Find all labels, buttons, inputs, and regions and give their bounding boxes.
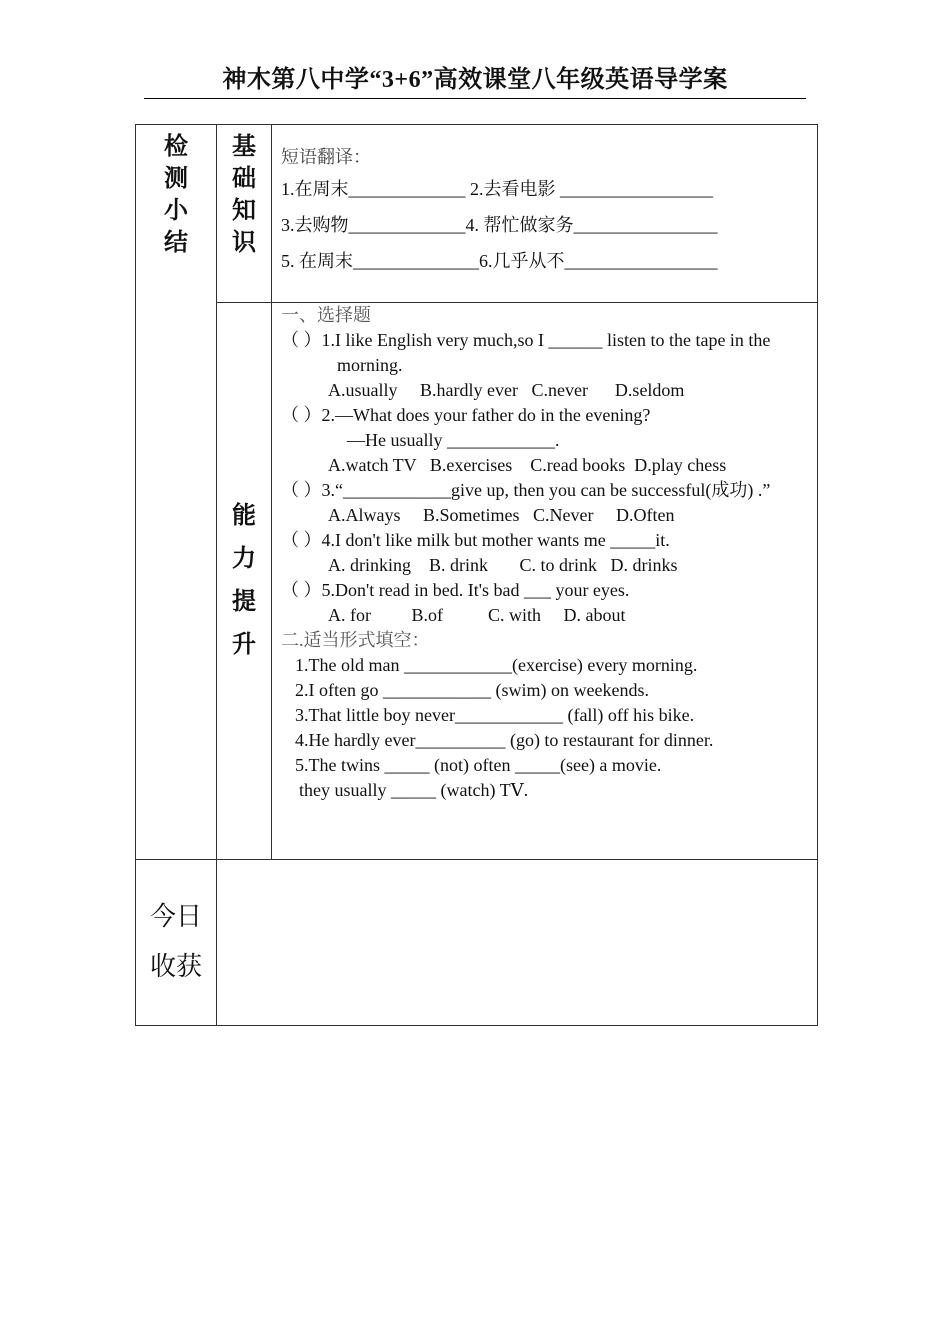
harvest-label-line: 收获	[149, 952, 202, 981]
phrase-line: 3.去购物_____________4. 帮忙做家务________________	[281, 215, 718, 235]
basic-label-cell	[217, 125, 272, 303]
part1-title: 一、选择题	[281, 305, 371, 325]
basic-content	[272, 125, 817, 279]
fill-item: 4.He hardly ever__________ (go) to restaurant for dinner.	[295, 730, 714, 750]
basic-label-char: 识	[232, 230, 256, 256]
question-1: （ ）1.I like English very much,so I ______ listen to the tape in the	[281, 330, 771, 350]
section-label	[136, 125, 216, 259]
question-1-continuation: morning.	[337, 355, 403, 375]
ability-label-cell	[217, 303, 272, 860]
ability-label-char: 力	[232, 546, 256, 572]
harvest-row	[136, 860, 818, 1026]
harvest-label-line: 今日	[149, 902, 202, 931]
question-4: （ ）4.I don't like milk but mother wants me _____it.	[281, 530, 670, 550]
question-3-options: A.Always B.Sometimes C.Never D.Often	[328, 505, 675, 525]
question-2: （ ）2.—What does your father do in the evening?	[281, 405, 651, 425]
question-5-options: A. for B.of C. with D. about	[328, 605, 626, 625]
basic-content-cell	[272, 125, 818, 303]
fill-item-continuation: they usually _____ (watch) TⅤ.	[299, 780, 529, 800]
ability-label-char: 升	[232, 632, 256, 658]
basic-label-char: 础	[232, 166, 256, 192]
harvest-label	[136, 860, 216, 992]
worksheet-table	[135, 124, 818, 1026]
question-2-options: A.watch TV B.exercises C.read books D.play chess	[328, 455, 727, 475]
harvest-content-cell[interactable]	[217, 860, 818, 1026]
fill-item: 2.I often go ____________ (swim) on weekends.	[295, 680, 649, 700]
fill-item: 5.The twins _____ (not) often _____(see) a movie.	[295, 755, 662, 775]
basic-label-char: 知	[232, 198, 256, 224]
question-2-continuation: —He usually ____________.	[347, 430, 560, 450]
question-1-options: A.usually B.hardly ever C.never D.seldom	[328, 380, 685, 400]
ability-label	[217, 495, 271, 667]
phrase-line: 5. 在周末______________6.几乎从不_________________	[281, 251, 718, 271]
basic-label	[217, 125, 271, 259]
page-title: 神木第八中学“3+6”高效课堂八年级英语导学案	[144, 62, 806, 99]
harvest-label-cell	[136, 860, 217, 1026]
section-label-char: 小	[164, 198, 188, 224]
phrase-translation-title: 短语翻译：	[281, 147, 371, 167]
section-label-char: 结	[164, 230, 188, 256]
section-label-char: 检	[164, 134, 188, 160]
section-label-char: 测	[164, 166, 188, 192]
fill-item: 1.The old man ____________(exercise) every morning.	[295, 655, 698, 675]
fill-item: 3.That little boy never____________ (fall) off his bike.	[295, 705, 695, 725]
basic-row	[136, 125, 818, 303]
basic-label-char: 基	[232, 134, 256, 160]
ability-label-char: 提	[232, 589, 256, 615]
ability-label-char: 能	[232, 503, 256, 529]
ability-row	[136, 303, 818, 860]
section-label-cell	[136, 125, 217, 860]
question-4-options: A. drinking B. drink C. to drink D. drinks	[328, 555, 678, 575]
question-3: （ ）3.“____________give up, then you can be successful(成功) .”	[281, 480, 771, 500]
phrase-line: 1.在周末_____________ 2.去看电影 _________________	[281, 179, 713, 199]
ability-content	[272, 303, 817, 803]
part2-title: 二.适当形式填空：	[281, 630, 430, 650]
question-5: （ ）5.Don't read in bed. It's bad ___ your eyes.	[281, 580, 630, 600]
ability-content-cell	[272, 303, 818, 860]
